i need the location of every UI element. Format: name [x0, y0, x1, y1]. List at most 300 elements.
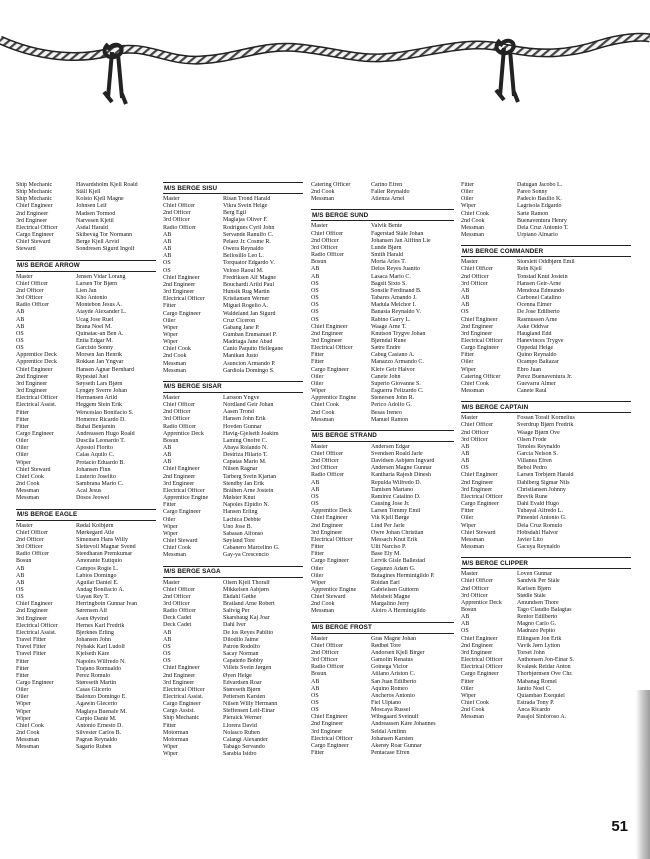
- crew-name: Balonzo Domingo E.: [76, 694, 127, 701]
- crew-name: Mendoza Edmundo: [517, 287, 565, 294]
- ship-section: [461, 182, 631, 239]
- crew-rank: Chief Cook: [461, 380, 489, 387]
- crew-row: [461, 415, 631, 422]
- crew-name: Carpio Dante M.: [76, 715, 117, 722]
- ship-section: [163, 566, 303, 759]
- crew-rank: Cargo Engineer: [163, 509, 201, 516]
- crew-name: Messach Knut Erik: [371, 536, 418, 543]
- crew-row: [16, 445, 156, 452]
- crew-row: [461, 367, 631, 374]
- crew-name: Anthonsen Jon-Einar S.: [517, 657, 575, 664]
- crew-name: Silvester Carlos B.: [76, 730, 122, 737]
- crew-name: Ebro Juan: [517, 366, 542, 373]
- crew-name: Sørensen Alf: [76, 608, 108, 615]
- crew-row: [461, 671, 631, 678]
- crew-name: Madsen Tormod: [76, 210, 116, 217]
- crew-row: [16, 417, 156, 424]
- ship-heading: M/S BERGE CAPTAIN: [461, 401, 631, 413]
- crew-row: [311, 395, 454, 402]
- crew-rank: Chief Steward: [461, 529, 496, 536]
- crew-row: [311, 281, 454, 288]
- crew-rank: 3rd Engineer: [16, 615, 48, 622]
- crew-name: Mølster Knut: [223, 495, 256, 502]
- crew-rank: OS: [311, 501, 319, 508]
- crew-rank: AB: [311, 678, 320, 685]
- crew-name: San Juan Edilberto: [371, 678, 417, 685]
- crew-name: Rødal Kolbjørn: [76, 522, 114, 529]
- crew-rank: Messman: [311, 608, 334, 615]
- crew-name: Svendsen Roald Jarle: [371, 451, 423, 457]
- crew-row: [311, 636, 454, 643]
- crew-row: [16, 309, 156, 316]
- crew-name: Støreseth Martin: [76, 680, 117, 686]
- crew-rank: AB: [163, 452, 172, 459]
- crew-row: [311, 714, 454, 721]
- crew-rank: 3rd Officer: [163, 217, 190, 224]
- crew-rank: Wiper: [461, 366, 476, 373]
- crew-rank: AB: [163, 636, 172, 643]
- crew-rank: 2nd Engineer: [163, 672, 196, 679]
- crew-name: Simensen Hans Willy: [76, 536, 128, 543]
- crew-name: Lachica Debbie: [223, 516, 261, 523]
- crew-rank: 3rd Engineer: [163, 480, 195, 487]
- crew-rank: 2nd Engineer: [461, 323, 494, 330]
- crew-name: Campos Rogie L.: [76, 565, 119, 572]
- crew-rank: 3rd Officer: [16, 295, 43, 302]
- crew-name: Brana Noel M.: [76, 323, 112, 330]
- crew-rank: OS: [311, 280, 319, 287]
- crew-row: [461, 515, 631, 522]
- crew-row: [461, 501, 631, 508]
- crew-row: [163, 524, 303, 531]
- crew-name: Rypestøl Juel: [76, 373, 109, 380]
- crew-name: Aquino Romeo: [371, 685, 408, 692]
- crew-row: [461, 693, 631, 700]
- crew-rank: Radio Officer: [163, 608, 197, 615]
- crew-name: Magno Carlo G.: [517, 621, 557, 628]
- crew-name: Tamisen Mariano: [371, 486, 414, 493]
- crew-name: Entia Edgar M.: [76, 337, 113, 344]
- crew-name: Larsen Torbjørn Harald: [517, 472, 574, 479]
- crew-row: [311, 465, 454, 472]
- crew-rank: OS: [163, 658, 171, 665]
- crew-row: [311, 458, 454, 465]
- crew-rank: Chief Engineer: [311, 323, 348, 330]
- crew-row: [163, 339, 303, 346]
- crew-name: Christiansen Johnny: [517, 486, 566, 493]
- crew-name: Capateño Bobby: [223, 658, 264, 665]
- crew-name: Rokkan Jan Yngvar: [76, 359, 124, 366]
- crew-name: Søyland Tore: [223, 538, 255, 545]
- crew-rank: Radio Officer: [16, 302, 50, 309]
- crew-name: Heggem Stein Erik: [76, 402, 122, 409]
- crew-rank: Apprentice Engine: [163, 495, 209, 502]
- crew-rank: AB: [461, 302, 470, 309]
- crew-rank: Electrical Officer: [163, 686, 205, 693]
- crew-row: [163, 210, 303, 217]
- crew-rank: Master: [163, 394, 180, 401]
- crew-row: [16, 352, 156, 359]
- crew-row: [16, 381, 156, 388]
- crew-rank: 2nd Officer: [16, 536, 44, 543]
- crew-rank: OS: [461, 465, 469, 472]
- crew-rank: Wiper: [163, 339, 178, 346]
- crew-rank: Messman: [163, 552, 186, 559]
- crew-rank: Radio Officer: [311, 664, 345, 671]
- crew-row: [163, 545, 303, 552]
- crew-row: [16, 608, 156, 615]
- crew-rank: 2nd Engineer: [163, 473, 196, 480]
- crew-row: [163, 601, 303, 608]
- crew-rank: AB: [163, 459, 172, 466]
- crew-name: Madriaga Jane Abad: [223, 339, 273, 346]
- crew-row: [163, 318, 303, 325]
- crew-name: Fiel Ulpiano: [371, 700, 402, 706]
- crew-rank: 2nd Cook: [461, 217, 485, 224]
- crew-rank: AB: [461, 443, 470, 450]
- crew-row: [16, 530, 156, 537]
- crew-rank: Chief Steward: [311, 594, 346, 601]
- crew-row: [461, 679, 631, 686]
- ship-heading: M/S BERGE STRAND: [311, 430, 454, 442]
- crew-name: Davidsen Asbjørn Ingvard: [371, 458, 435, 465]
- crew-name: Fagerstad Ståle Johan: [371, 230, 424, 237]
- crew-rank: Radio Officer: [311, 472, 345, 479]
- crew-rank: Chief Officer: [311, 451, 344, 457]
- crew-rank: Chief Officer: [16, 280, 49, 287]
- crew-rank: Messman: [311, 196, 334, 203]
- crew-name: Waldeland Jan Sigurd: [223, 310, 276, 317]
- crew-name: Andersen Edgar: [371, 443, 410, 450]
- crew-rank: Chief Officer: [461, 578, 494, 585]
- crew-rank: Wiper: [16, 459, 31, 466]
- crew-row: [311, 508, 454, 515]
- crew-name: Haugland Edd: [517, 330, 552, 337]
- crew-name: Tonstad Knut Jostein: [517, 273, 568, 280]
- crew-row: [163, 196, 303, 203]
- crew-rank: Fitter: [461, 352, 474, 359]
- page-edge-shadow: [636, 690, 650, 859]
- crew-name: Pieraick Werner: [223, 715, 262, 722]
- crew-row: [311, 743, 454, 750]
- crew-name: Atayde Alexander L.: [76, 309, 127, 316]
- crew-name: Jensen Vidar Lorang: [76, 273, 126, 280]
- crew-rank: Messman: [461, 224, 484, 231]
- crew-row: [311, 359, 454, 366]
- crew-rank: AB: [163, 231, 172, 238]
- crew-name: Villets Svein Jørgen: [223, 665, 272, 672]
- crew-rank: 3rd Officer: [311, 465, 338, 472]
- crew-rank: AB: [461, 295, 470, 302]
- crew-name: Dilodilo Jaime: [223, 636, 259, 643]
- crew-row: [163, 737, 303, 744]
- crew-rank: Cargo Engineer: [16, 680, 54, 686]
- crew-name: Johansen Jan Alffinn Lie: [371, 237, 431, 244]
- crew-rank: 3rd Engineer: [16, 217, 48, 224]
- crew-rank: Fitter: [16, 423, 29, 430]
- crew-row: [461, 636, 631, 643]
- crew-rank: 2nd Officer: [311, 458, 339, 465]
- crew-rank: 3rd Engineer: [16, 380, 48, 387]
- crew-row: [16, 452, 156, 459]
- crew-row: [461, 317, 631, 324]
- crew-row: [461, 664, 631, 671]
- crew-rank: 3rd Engineer: [163, 679, 195, 686]
- crew-name: Amorante Eutiquio: [76, 558, 123, 565]
- crew-rank: Electrical Officer: [461, 664, 503, 671]
- crew-name: Perico Adolfo G.: [371, 402, 412, 409]
- crew-rank: Bosun: [311, 259, 327, 266]
- crew-rank: AB: [16, 316, 25, 323]
- crew-row: [16, 225, 156, 232]
- crew-row: [461, 480, 631, 487]
- crew-name: Rein Kjell: [517, 266, 542, 273]
- crew-name: Fossan Toralf Kornelius: [517, 415, 575, 422]
- crew-row: [311, 537, 454, 544]
- crew-name: Hansen John Erik: [223, 416, 266, 423]
- crew-name: Wibsgaard Sveinulf: [371, 714, 419, 721]
- crew-name: Håvardsholm Kjell Roald: [76, 182, 138, 188]
- crew-row: [461, 288, 631, 295]
- crew-name: Manuel Ramon: [371, 416, 409, 423]
- crew-row: [461, 182, 631, 189]
- crew-rank: Electrical Officer: [311, 536, 353, 543]
- crew-rank: Fitter: [16, 672, 29, 679]
- crew-name: Madrazo Pepito: [517, 628, 556, 635]
- ship-heading: M/S BERGE SUND: [311, 209, 454, 221]
- crew-row: [461, 218, 631, 225]
- crew-row: [163, 217, 303, 224]
- crew-row: [461, 593, 631, 600]
- crew-rank: 2nd Engineer: [311, 330, 344, 337]
- crew-row: [311, 274, 454, 281]
- crew-row: [163, 395, 303, 402]
- crew-row: [461, 211, 631, 218]
- crew-name: Mabanag Romel: [517, 678, 557, 685]
- crew-rank: 3rd Officer: [16, 544, 43, 551]
- ship-section: [461, 557, 631, 721]
- crew-row: [461, 274, 631, 281]
- ship-section: [311, 182, 454, 203]
- crew-row: [461, 614, 631, 621]
- crew-row: [461, 444, 631, 451]
- crew-row: [16, 737, 156, 744]
- crew-name: Quino Reynaldo: [517, 352, 557, 359]
- crew-rank: Oiler: [311, 572, 324, 579]
- crew-row: [311, 729, 454, 736]
- crew-row: [311, 558, 454, 565]
- crew-rank: Master: [461, 571, 478, 578]
- crew-rank: 3rd Officer: [461, 280, 488, 287]
- crew-row: [163, 361, 303, 368]
- crew-rank: Chief Steward: [16, 239, 51, 246]
- crew-rank: AB: [311, 273, 320, 280]
- crew-name: Padecio Basilio K.: [517, 196, 562, 203]
- crew-name: Karlsen Bjørn: [517, 585, 551, 592]
- crew-name: Tenoles Reynaldo: [517, 443, 561, 450]
- crew-row: [163, 715, 303, 722]
- crew-rank: Chief Engineer: [16, 366, 53, 373]
- crew-row: [461, 600, 631, 607]
- crew-row: [311, 551, 454, 558]
- crew-row: [16, 474, 156, 481]
- crew-name: Storslett Oddbjørn Emil: [517, 259, 575, 266]
- crew-row: [16, 580, 156, 587]
- crew-row: [163, 260, 303, 267]
- crew-row: [311, 288, 454, 295]
- crew-rank: Chief Officer: [163, 203, 196, 210]
- crew-row: [461, 225, 631, 232]
- crew-rank: Cargo Engineer: [461, 671, 499, 678]
- crew-name: Saltvig Per: [223, 608, 250, 615]
- crew-name: Llorera David: [223, 722, 257, 729]
- crew-rank: Oiler: [311, 565, 324, 572]
- crew-name: Uno Jose B.: [223, 523, 253, 530]
- crew-name: Berg Egil: [223, 210, 247, 217]
- crew-name: Owre Johan Christian: [371, 529, 424, 536]
- crew-row: [311, 231, 454, 238]
- crew-rank: Oiler: [163, 317, 176, 324]
- crew-name: Duscila Leonardo T.: [76, 438, 125, 445]
- crew-name: Steedharan Premkumar: [76, 551, 133, 558]
- crew-rank: Messman: [163, 360, 186, 367]
- crew-row: [461, 338, 631, 345]
- crew-name: Canio Paquito Hellegane: [223, 346, 283, 353]
- crew-row: [16, 730, 156, 737]
- crew-name: Uayan Rey T.: [76, 594, 109, 601]
- crew-name: Larsen Tommy Emil: [371, 508, 421, 515]
- crew-rank: OS: [16, 345, 24, 352]
- crew-row: [461, 302, 631, 309]
- crew-name: Waage Arne T.: [371, 323, 407, 330]
- crew-row: [311, 721, 454, 728]
- crew-row: [311, 736, 454, 743]
- crew-row: [163, 481, 303, 488]
- crew-name: Anca Ricardo: [517, 707, 551, 714]
- crew-row: [311, 580, 454, 587]
- crew-rank: Cargo Engineer: [311, 742, 349, 749]
- crew-row: [461, 628, 631, 635]
- crew-row: [16, 701, 156, 708]
- crew-rank: Oiler: [461, 515, 474, 522]
- crew-rank: Oiler: [461, 685, 474, 692]
- crew-rank: Motorman: [163, 729, 189, 736]
- crew-row: [16, 182, 156, 189]
- crew-row: [163, 488, 303, 495]
- crew-rank: Chief Steward: [16, 466, 51, 473]
- crew-name: Gardiola Domingo S.: [223, 367, 275, 374]
- crew-row: [163, 268, 303, 275]
- crew-rank: OS: [311, 707, 319, 714]
- crew-name: Maglaya Buenafe M.: [76, 708, 127, 715]
- crew-row: [16, 495, 156, 502]
- crew-name: Quinatac-an Ben A.: [76, 330, 124, 337]
- crew-rank: AB: [16, 572, 25, 579]
- crew-name: Datugan Jacobo L.: [517, 182, 563, 188]
- crew-rank: Travel Fitter: [16, 644, 46, 651]
- crew-row: [16, 623, 156, 630]
- crew-name: Thorbjørnsen Ove Chr.: [517, 671, 573, 678]
- crew-name: Nybakk Karl Ludolf: [76, 644, 125, 651]
- crew-rank: 3rd Officer: [461, 592, 488, 599]
- crew-row: [311, 410, 454, 417]
- crew-rank: Oiler: [461, 359, 474, 366]
- crew-name: Ramirez Catalino D.: [371, 493, 421, 500]
- crew-name: Åkerøy Roar Gunnar: [371, 742, 422, 749]
- crew-rank: Cargo Engineer: [311, 366, 349, 373]
- crew-rank: AB: [163, 238, 172, 245]
- crew-name: Valvik Bente: [371, 223, 403, 230]
- crew-rank: AB: [311, 685, 320, 692]
- crew-rank: 3rd Officer: [163, 416, 190, 423]
- crew-row: [461, 381, 631, 388]
- crew-rank: OS: [311, 287, 319, 294]
- crew-row: [311, 302, 454, 309]
- crew-rank: OS: [311, 295, 319, 302]
- crew-rank: Fitter: [311, 359, 324, 366]
- crew-row: [163, 459, 303, 466]
- crew-row: [461, 359, 631, 366]
- crew-name: Garcisto Sonny: [76, 345, 114, 352]
- crew-name: Protacio Eduardo B.: [76, 459, 125, 466]
- crew-row: [16, 431, 156, 438]
- crew-rank: Chief Cook: [311, 402, 339, 409]
- crew-rank: 2nd Cook: [163, 353, 187, 360]
- crew-row: [461, 203, 631, 210]
- crew-name: Sondresen Sigurd Ingolf: [76, 246, 135, 253]
- crew-row: [16, 239, 156, 246]
- crew-rank: Chief Engineer: [16, 601, 53, 608]
- crew-name: Ställ Kjell: [76, 189, 101, 196]
- crew-row: [16, 211, 156, 218]
- crew-row: [461, 707, 631, 714]
- crew-name: Canete John: [371, 373, 401, 380]
- crew-name: Hobsdahl Halvor: [517, 529, 559, 536]
- crew-row: [16, 637, 156, 644]
- crew-name: Stenersen John R.: [371, 395, 415, 402]
- crew-rank: Master: [311, 635, 328, 642]
- crew-row: [16, 659, 156, 666]
- crew-row: [461, 530, 631, 537]
- crew-row: [311, 472, 454, 479]
- crew-row: [16, 196, 156, 203]
- crew-row: [16, 189, 156, 196]
- crew-name: Delos Reyes Juanito: [371, 266, 420, 273]
- ship-heading: M/S BERGE EAGLE: [16, 509, 156, 521]
- crew-name: Skibevåg Tor Normann: [76, 232, 133, 239]
- crew-rank: OS: [163, 643, 171, 650]
- crew-name: Cabug Casiano A.: [371, 352, 415, 359]
- crew-name: Bagsit Sixto S.: [371, 280, 407, 287]
- crew-row: [163, 538, 303, 545]
- crew-name: Pimentel Antonio G.: [517, 515, 567, 522]
- crew-rank: Electrical Officer: [16, 224, 58, 231]
- crew-row: [311, 367, 454, 374]
- crew-name: Tarberg Svein Kjartan: [223, 473, 277, 480]
- crew-name: Kleiv Geir Halvor: [371, 366, 415, 373]
- crew-name: Manazzo Armando C.: [371, 359, 424, 366]
- crew-row: [163, 502, 303, 509]
- crew-name: Gabang Jane P.: [223, 324, 260, 331]
- crew-row: [163, 275, 303, 282]
- crew-row: [461, 586, 631, 593]
- crew-rank: 2nd Officer: [163, 210, 191, 217]
- crew-row: [461, 324, 631, 331]
- crew-rank: 2nd Engineer: [16, 210, 49, 217]
- crew-row: [311, 566, 454, 573]
- crew-rank: Chief Engineer: [163, 466, 200, 473]
- crew-rank: 3rd Engineer: [311, 728, 343, 735]
